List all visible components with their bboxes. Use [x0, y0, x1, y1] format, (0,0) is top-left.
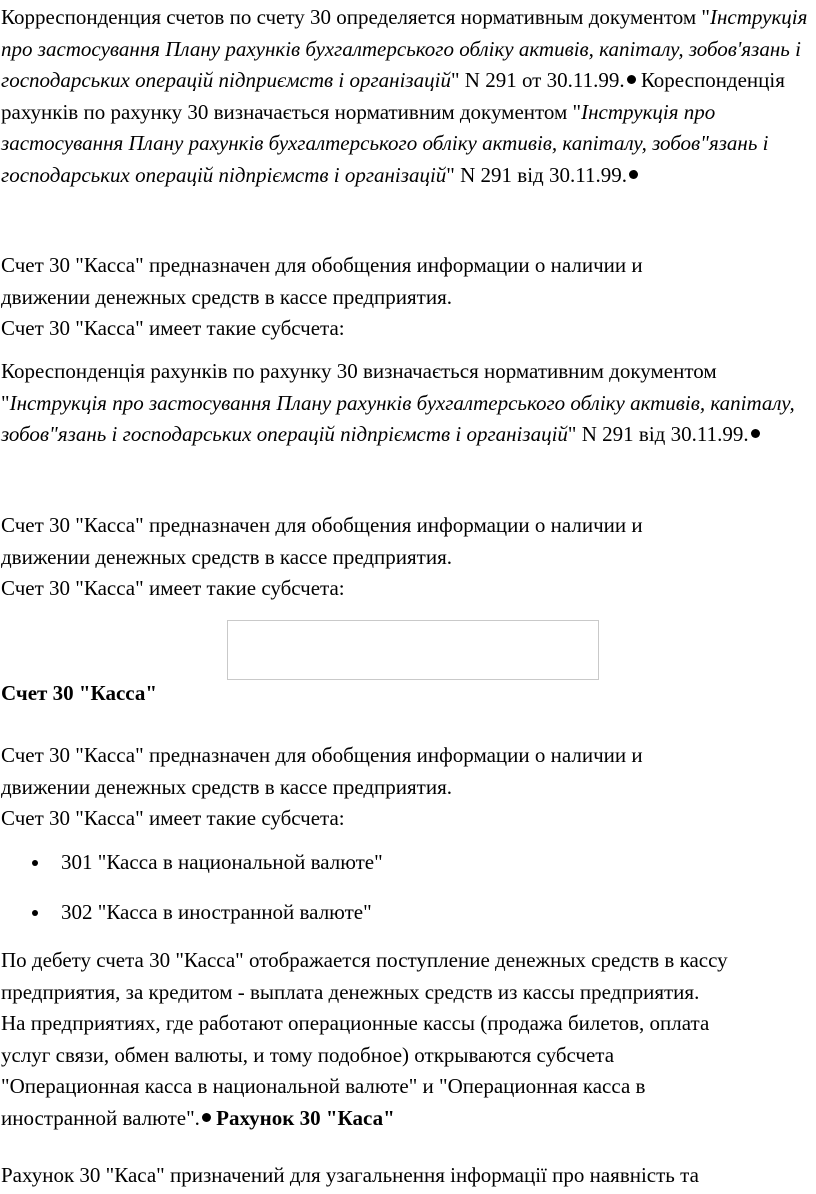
italic-document-title: Інструкція про застосування Плану рахунків бухгалтерського обліку активів, капіталу, зобов"язань і господарських операцій підпріємств і організацій — [1, 99, 769, 187]
bullet-dot-icon — [629, 170, 638, 179]
paragraph-rakhunok-description — [1, 1160, 813, 1192]
italic-document-title: Інструкція про застосування Плану рахунків бухгалтерського обліку активів, капіталу, зобов"язань і господарських операцій підпріємств і організацій — [1, 390, 795, 446]
text-segment: Корреспонденция счетов по счету 30 определяется нормативным документом " — [1, 5, 710, 29]
text-line: Счет 30 "Касса" предназначен для обобщения информации о наличии и — [1, 743, 643, 767]
paragraph-kassa-description-2 — [1, 510, 813, 605]
bullet-dot-icon — [627, 75, 636, 84]
text-line: На предприятиях, где работают операционные кассы (продажа билетов, оплата — [1, 1011, 710, 1035]
paragraph-kassa-description-1 — [1, 250, 813, 345]
text-line: По дебету счета 30 "Касса" отображается поступление денежных средств в кассу — [1, 948, 728, 972]
bullet-dot-icon — [751, 429, 760, 438]
text-line: Счет 30 "Касса" имеет такие субсчета: — [1, 806, 345, 830]
paragraph-kassa-description-3 — [1, 740, 813, 835]
section-heading — [1, 678, 813, 710]
subaccount-list — [1, 897, 813, 929]
text-line: услуг связи, обмен валюты, и тому подобное) открываются субсчета — [1, 1042, 615, 1067]
text-segment: " N 291 від 30.11.99. — [567, 422, 749, 446]
list-item: 301 "Касса в национальной валюте" — [1, 847, 813, 879]
text-segment: " N 291 від 30.11.99. — [446, 162, 627, 187]
text-segment: Кореспонденція рахунків по рахунку 30 визначається нормативним документом " — [1, 68, 785, 124]
text-line: Счет 30 "Касса" предназначен для обобщения информации о наличии и — [1, 513, 643, 537]
text-line: Счет 30 "Касса" предназначен для обобщения информации о наличии и — [1, 253, 643, 277]
text-line: предприятия, за кредитом - выплата денежных средств из кассы предприятия. — [1, 979, 700, 1004]
paragraph-correspondence-ukr — [1, 356, 813, 451]
text-segment: " N 291 от 30.11.99. — [450, 68, 625, 92]
text-line: движении денежных средств в кассе предприятия. — [1, 774, 453, 799]
text-line: иностранной валюте". — [1, 1105, 200, 1130]
text-line: "Операционная касса в национальной валюте" и "Операционная касса в — [1, 1074, 646, 1098]
text-line: движении денежных средств в кассе предприятия. — [1, 284, 453, 309]
paragraph-correspondence-mixed — [1, 2, 813, 191]
heading-kassa: Счет 30 "Касса" — [1, 681, 158, 705]
list-item: 302 "Касса в иностранной валюте" — [1, 897, 813, 929]
text-line: Счет 30 "Касса" имеет такие субсчета: — [1, 316, 345, 340]
heading-rakhunok: Рахунок 30 "Каса" — [216, 1105, 395, 1130]
italic-document-title: Інструкція про застосування Плану рахунків бухгалтерського обліку активів, капіталу, зобов'язань і господарських операцій підприємств і організацій — [1, 5, 808, 92]
text-segment: Кореспонденція рахунків по рахунку 30 визначається нормативним документом " — [1, 359, 717, 415]
bullet-dot-icon — [202, 1113, 211, 1122]
paragraph-debit-credit — [1, 945, 813, 1134]
text-line: Рахунок 30 "Каса" призначений для узагальнення інформації про наявність та — [1, 1163, 699, 1187]
text-line: движении денежных средств в кассе предприятия. — [1, 544, 453, 569]
text-line: Счет 30 "Касса" имеет такие субсчета: — [1, 576, 345, 600]
empty-embedded-frame — [227, 620, 599, 680]
subaccount-list — [1, 847, 813, 879]
